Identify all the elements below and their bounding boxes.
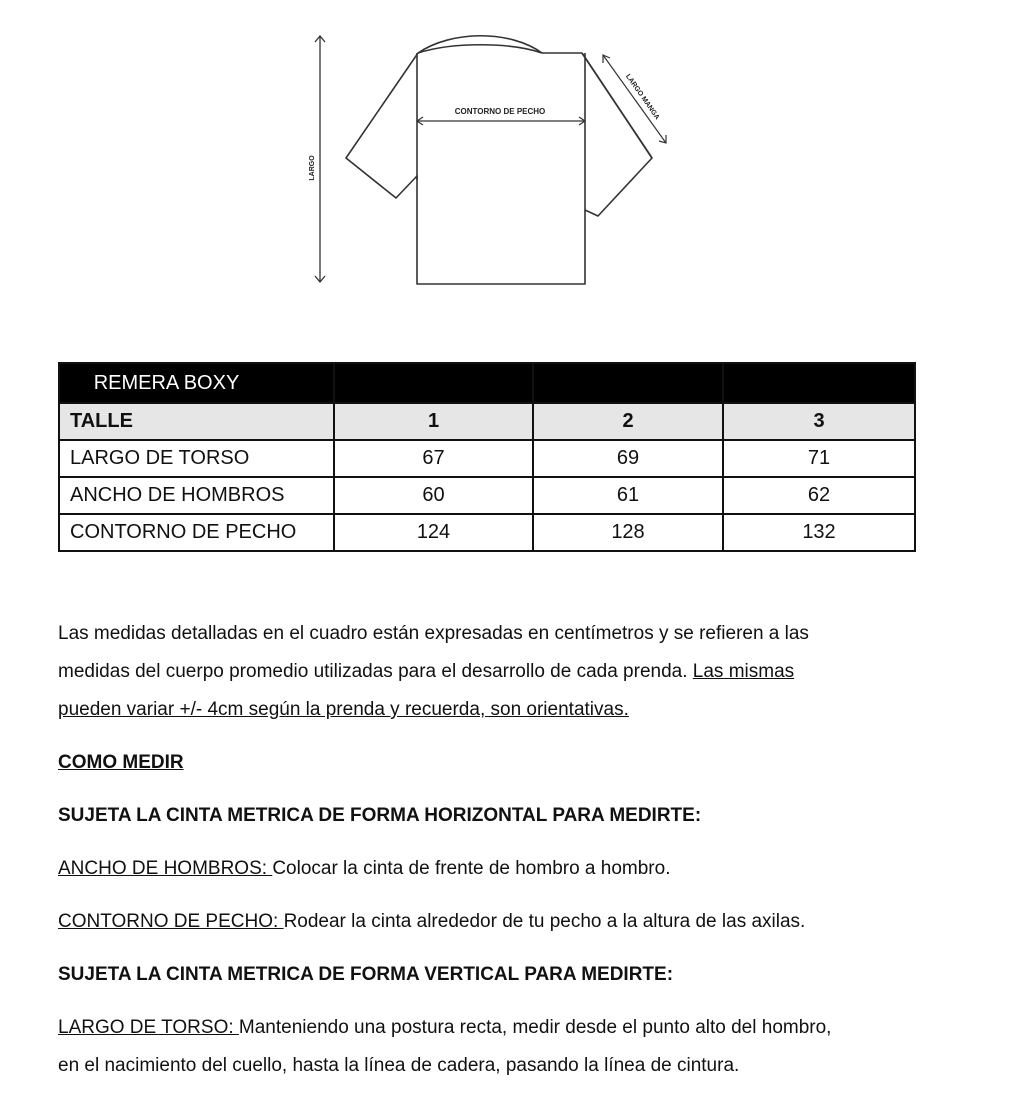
chest-label: CONTORNO DE PECHO: — [58, 911, 284, 932]
table-cell: 69 — [533, 440, 723, 477]
table-title-row — [59, 363, 915, 403]
table-title-cell — [533, 363, 723, 403]
intro-note-end: pueden variar +/- 4cm según la prenda y recuerda, son orientativas. — [58, 699, 629, 720]
header-size-3: 3 — [723, 403, 915, 440]
shoulders-instruction — [58, 850, 958, 888]
length-label: LARGO — [309, 155, 316, 181]
torso-label: LARGO DE TORSO: — [58, 1017, 239, 1038]
table-cell: 60 — [334, 477, 533, 514]
header-size-1: 1 — [334, 403, 533, 440]
table-row — [59, 514, 915, 551]
table-cell: 128 — [533, 514, 723, 551]
header-size: TALLE — [59, 403, 334, 440]
horizontal-heading: SUJETA LA CINTA METRICA DE FORMA HORIZONTAL PARA MEDIRTE: — [58, 805, 702, 826]
torso-text-line-1: Manteniendo una postura recta, medir desde el punto alto del hombro, — [238, 1017, 832, 1038]
intro-line-1: Las medidas detalladas en el cuadro están expresadas en centímetros y se refieren a las — [58, 623, 809, 644]
table-row — [59, 440, 915, 477]
row-label: LARGO DE TORSO — [59, 440, 334, 477]
torso-instruction — [58, 1009, 958, 1085]
how-to-heading: COMO MEDIR — [58, 752, 184, 773]
chest-arrow — [417, 117, 585, 125]
chest-text: Rodear la cinta alrededor de tu pecho a la altura de las axilas. — [283, 911, 806, 932]
intro-note-start: Las mismas — [692, 661, 795, 682]
table-title-cell — [334, 363, 533, 403]
table-cell: 67 — [334, 440, 533, 477]
tshirt-outline — [346, 36, 652, 284]
row-label: CONTORNO DE PECHO — [59, 514, 334, 551]
vertical-heading: SUJETA LA CINTA METRICA DE FORMA VERTICAL PARA MEDIRTE: — [58, 964, 674, 985]
intro-line-2: medidas del cuerpo promedio utilizadas para el desarrollo de cada prenda. — [58, 661, 693, 682]
table-cell: 71 — [723, 440, 915, 477]
torso-text-line-2: en el nacimiento del cuello, hasta la línea de cadera, pasando la línea de cintura. — [58, 1055, 740, 1076]
table-title-cell — [723, 363, 915, 403]
size-table — [58, 362, 916, 552]
table-cell: 62 — [723, 477, 915, 514]
chest-label: CONTORNO DE PECHO — [454, 107, 546, 116]
shoulders-label: ANCHO DE HOMBROS: — [58, 858, 273, 879]
table-cell: 61 — [533, 477, 723, 514]
tshirt-diagram — [300, 30, 680, 292]
row-label: ANCHO DE HOMBROS — [59, 477, 334, 514]
tshirt-illustration — [300, 30, 680, 292]
chest-instruction — [58, 903, 958, 941]
sleeve-label: LARGO MANGA — [623, 73, 661, 122]
table-header-row — [59, 403, 915, 440]
length-arrow — [315, 36, 325, 282]
table-title: REMERA BOXY — [59, 363, 334, 403]
table-row — [59, 477, 915, 514]
table-cell: 132 — [723, 514, 915, 551]
header-size-2: 2 — [533, 403, 723, 440]
table-cell: 124 — [334, 514, 533, 551]
shoulders-text: Colocar la cinta de frente de hombro a hombro. — [272, 858, 671, 879]
intro-paragraph — [58, 615, 958, 729]
